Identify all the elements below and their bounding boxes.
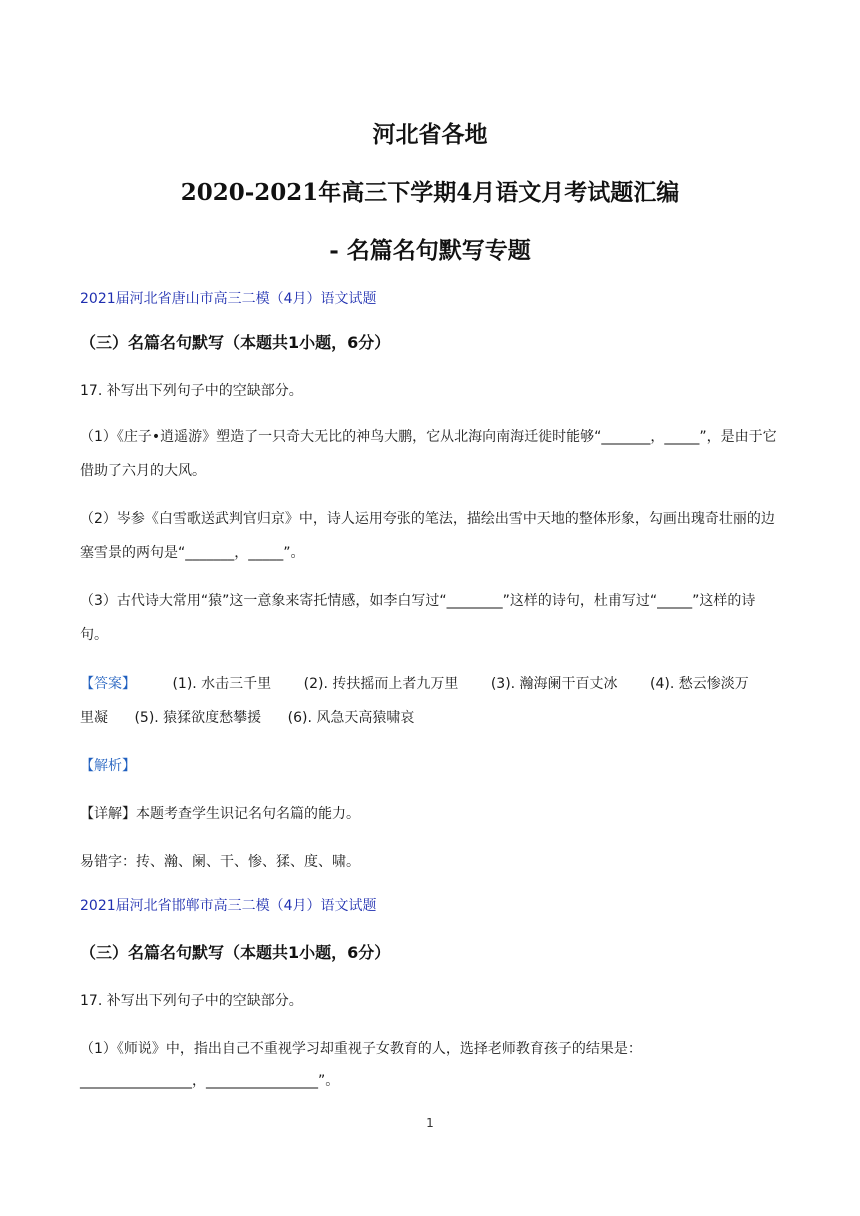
title-line-3: - 名篇名句默写专题 (329, 237, 531, 264)
answer-item: (1). 水击三千里 (172, 676, 272, 692)
section-source: 2021届河北省唐山市高三二模（4月）语文试题 (80, 291, 377, 307)
question-item: （1）《庄子•逍遥游》塑造了一只奇大无比的神鸟大鹏，它从北海向南海迁徙时能够“_______，_____”，是由于它借助了六月的大风。 (80, 429, 777, 479)
question-item: （1）《师说》中，指出自己不重视学习却重视子女教育的人，选择老师教育孩子的结果是： (80, 1041, 642, 1057)
answer-item: (4). 愁云惨淡万 (650, 676, 749, 692)
answer-item: (2). 抟扶摇而上者九万里 (303, 676, 459, 692)
question-intro: 17. 补写出下列句子中的空缺部分。 (80, 383, 303, 399)
page-number: 1 (426, 1116, 434, 1130)
question-item: （2）岑参《白雪歌送武判官归京》中，诗人运用夸张的笔法，描绘出雪中天地的整体形象，勾画出瑰奇壮丽的边塞雪景的两句是“_______，_____”。 (80, 511, 775, 561)
answer-item: 里凝 (80, 710, 108, 726)
error-words-text: 易错字：抟、瀚、阑、干、惨、猱、度、啸。 (80, 854, 360, 870)
answer-item: (5). 猿猱欲度愁攀援 (134, 710, 262, 726)
section-source: 2021届河北省邯郸市高三二模（4月）语文试题 (80, 898, 377, 914)
section-heading: （三）名篇名句默写（本题共1小题，6分） (80, 333, 391, 352)
section-heading: （三）名篇名句默写（本题共1小题，6分） (80, 943, 391, 962)
answer-row (80, 673, 780, 693)
analysis-tag: 【解析】 (80, 758, 136, 774)
title-line-2: 2020-2021年高三下学期4月语文月考试题汇编 (180, 179, 680, 206)
detail-text: 【详解】本题考查学生识记名句名篇的能力。 (80, 806, 360, 822)
question-item: （3）古代诗大常用“猿”这一意象来寄托情感，如李白写过“________”这样的诗句，杜甫写过“_____”这样的诗句。 (80, 593, 756, 643)
question-item: ________________，________________”。 (80, 1073, 340, 1089)
answer-item: (6). 风急天高猿啸哀 (287, 710, 415, 726)
answer-tag: 【答案】 (80, 676, 136, 692)
answer-item: (3). 瀚海阑干百丈冰 (490, 676, 618, 692)
answer-row (80, 707, 780, 727)
question-intro: 17. 补写出下列句子中的空缺部分。 (80, 993, 303, 1009)
title-line-1: 河北省各地 (372, 121, 488, 148)
